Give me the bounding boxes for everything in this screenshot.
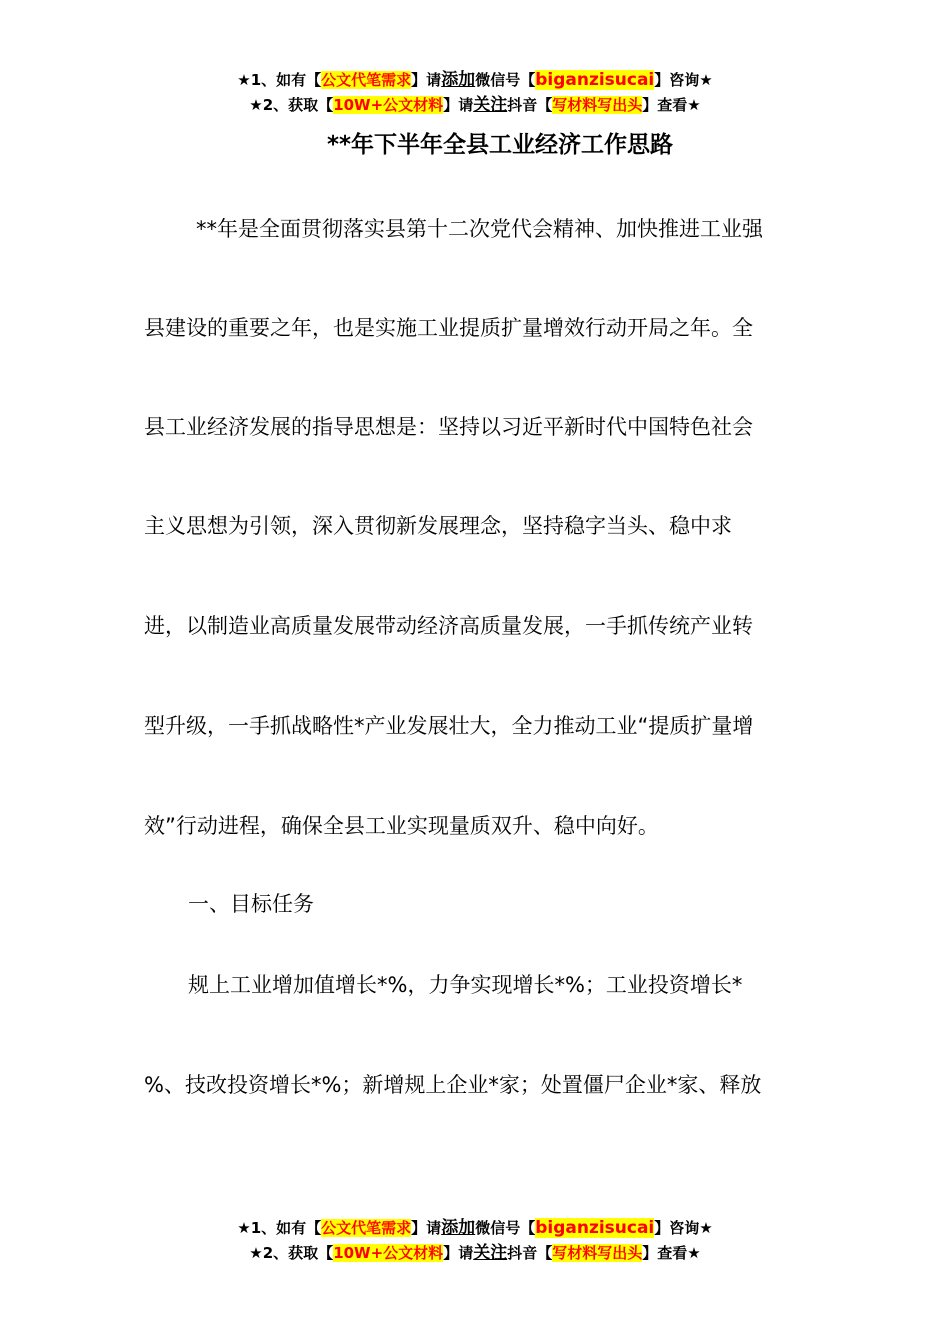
paragraph-line: 型升级，一手抓战略性*产业发展壮大，全力推动工业“提质扩量增	[144, 714, 754, 738]
promo-line-2: ★2、获取【10W+公文材料】请关注抖音【写材料写出头】查看★	[249, 95, 701, 115]
underlined-follow: 关注	[473, 1243, 508, 1263]
paragraph-line: 主义思想为引领，深入贯彻新发展理念，坚持稳字当头、稳中求	[144, 514, 732, 538]
paragraph-line: 进，以制造业高质量发展带动经济高质量发展，一手抓传统产业转	[144, 614, 753, 638]
paragraph-line: %、技改投资增长*%；新增规上企业*家；处置僵尸企业*家、释放	[144, 1073, 762, 1097]
paragraph-line: 县工业经济发展的指导思想是：坚持以习近平新时代中国特色社会	[144, 415, 753, 439]
highlight-service: 公文代笔需求	[321, 1219, 412, 1237]
underlined-follow: 关注	[473, 95, 508, 115]
underlined-add: 添加	[441, 70, 476, 90]
paragraph-line: 规上工业增加值增长*%，力争实现增长*%；工业投资增长*	[188, 973, 743, 997]
highlight-materials: 10W+公文材料	[333, 96, 444, 114]
paragraph-line: 效”行动进程，确保全县工业实现量质双升、稳中向好。	[144, 814, 659, 838]
promo-banner-top	[0, 68, 950, 118]
highlight-wechat-id: biganzisucai	[535, 1218, 655, 1238]
highlight-douyin: 写材料写出头	[552, 1244, 643, 1262]
paragraph-line: **年是全面贯彻落实县第十二次党代会精神、加快推进工业强	[196, 217, 763, 241]
paragraph-line: 县建设的重要之年，也是实施工业提质扩量增效行动开局之年。全	[144, 316, 753, 340]
highlight-wechat-id: biganzisucai	[535, 70, 655, 90]
highlight-materials: 10W+公文材料	[333, 1244, 444, 1262]
promo-banner-bottom	[0, 1216, 950, 1266]
promo-line-1: ★1、如有【公文代笔需求】请添加微信号【biganzisucai】咨询★	[237, 70, 713, 90]
underlined-add: 添加	[441, 1218, 476, 1238]
document-title: **年下半年全县工业经济工作思路	[326, 132, 674, 158]
highlight-douyin: 写材料写出头	[552, 96, 643, 114]
highlight-service: 公文代笔需求	[321, 71, 412, 89]
section-heading: 一、目标任务	[188, 892, 314, 916]
promo-line-2: ★2、获取【10W+公文材料】请关注抖音【写材料写出头】查看★	[249, 1243, 701, 1263]
promo-line-1: ★1、如有【公文代笔需求】请添加微信号【biganzisucai】咨询★	[237, 1218, 713, 1238]
